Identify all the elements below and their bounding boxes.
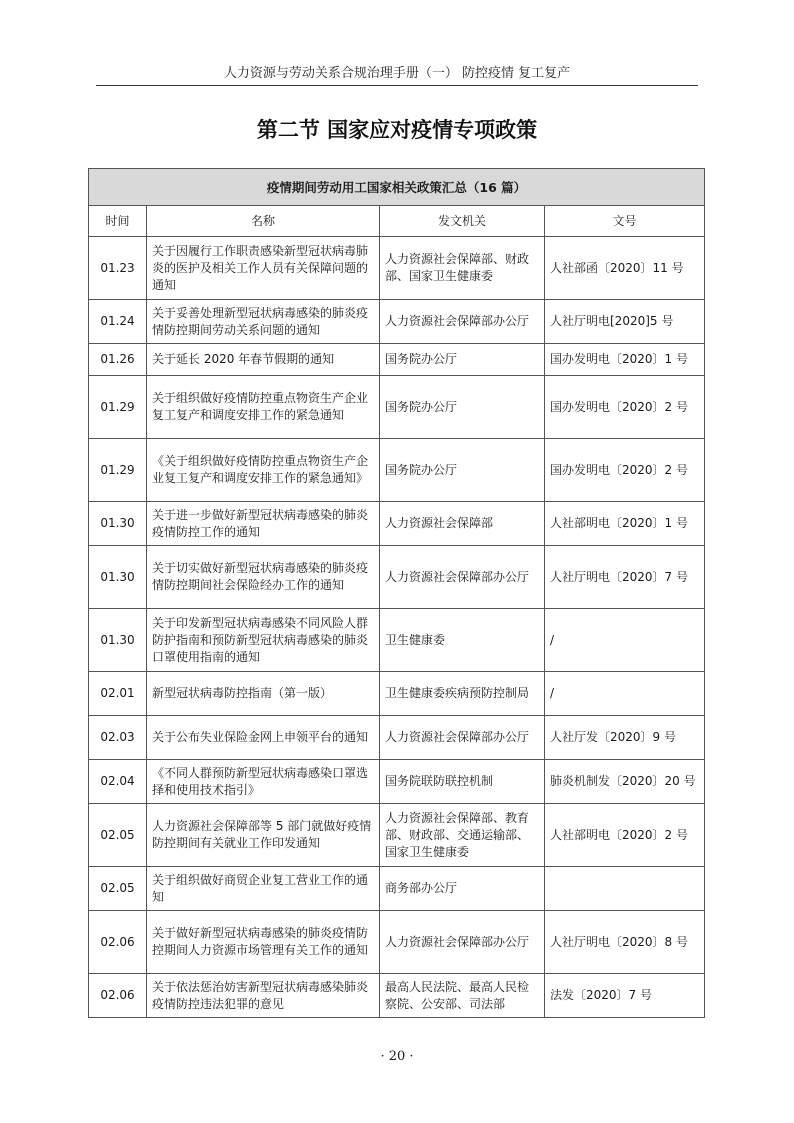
table-row — [89, 760, 705, 804]
cell-doc-number: 人社部明电〔2020〕1 号 — [545, 502, 705, 546]
table-row — [89, 300, 705, 344]
cell-name: 关于印发新型冠状病毒感染不同风险人群防护指南和预防新型冠状病毒感染的肺炎口罩使用指南的通知 — [147, 609, 380, 672]
cell-doc-number: 国办发明电〔2020〕2 号 — [545, 376, 705, 439]
cell-issuer: 人力资源社会保障部 — [380, 502, 545, 546]
table-row — [89, 344, 705, 376]
cell-name: 新型冠状病毒防控指南（第一版） — [147, 672, 380, 716]
table-row — [89, 376, 705, 439]
cell-date: 01.24 — [89, 300, 147, 344]
table-caption: 疫情期间劳动用工国家相关政策汇总（16 篇） — [89, 169, 705, 206]
cell-date: 01.30 — [89, 546, 147, 609]
table-row — [89, 867, 705, 911]
cell-doc-number: 人社厅发〔2020〕9 号 — [545, 716, 705, 760]
cell-date: 02.03 — [89, 716, 147, 760]
cell-date: 01.29 — [89, 376, 147, 439]
column-header-date: 时间 — [89, 206, 147, 237]
cell-doc-number: 国办发明电〔2020〕2 号 — [545, 439, 705, 502]
cell-name: 关于组织做好商贸企业复工营业工作的通知 — [147, 867, 380, 911]
cell-doc-number: 人社厅明电〔2020〕8 号 — [545, 911, 705, 974]
cell-date: 02.05 — [89, 867, 147, 911]
cell-date: 01.30 — [89, 609, 147, 672]
column-header-name: 名称 — [147, 206, 380, 237]
cell-issuer: 国务院办公厅 — [380, 344, 545, 376]
cell-name: 关于因履行工作职责感染新型冠状病毒肺炎的医护及相关工作人员有关保障问题的通知 — [147, 237, 380, 300]
cell-name: 人力资源社会保障部等 5 部门就做好疫情防控期间有关就业工作印发通知 — [147, 804, 380, 867]
cell-name: 《关于组织做好疫情防控重点物资生产企业复工复产和调度安排工作的紧急通知》 — [147, 439, 380, 502]
table-row — [89, 439, 705, 502]
table-row — [89, 502, 705, 546]
table-row — [89, 609, 705, 672]
running-header: 人力资源与劳动关系合规治理手册（一） 防控疫情 复工复产 — [223, 66, 571, 81]
policy-table — [88, 168, 705, 1018]
cell-date: 01.26 — [89, 344, 147, 376]
cell-name: 关于进一步做好新型冠状病毒感染的肺炎疫情防控工作的通知 — [147, 502, 380, 546]
cell-doc-number: 肺炎机制发〔2020〕20 号 — [545, 760, 705, 804]
table-row — [89, 672, 705, 716]
cell-date: 02.06 — [89, 974, 147, 1018]
cell-name: 《不同人群预防新型冠状病毒感染口罩选择和使用技术指引》 — [147, 760, 380, 804]
cell-issuer: 国务院联防联控机制 — [380, 760, 545, 804]
cell-issuer: 卫生健康委疾病预防控制局 — [380, 672, 545, 716]
cell-doc-number: 法发〔2020〕7 号 — [545, 974, 705, 1018]
page-number: · 20 · — [380, 1049, 414, 1064]
table-row — [89, 911, 705, 974]
cell-date: 01.23 — [89, 237, 147, 300]
cell-date: 02.06 — [89, 911, 147, 974]
cell-issuer: 最高人民法院、最高人民检察院、公安部、司法部 — [380, 974, 545, 1018]
cell-name: 关于组织做好疫情防控重点物资生产企业复工复产和调度安排工作的紧急通知 — [147, 376, 380, 439]
cell-issuer: 人力资源社会保障部办公厅 — [380, 546, 545, 609]
cell-name: 关于依法惩治妨害新型冠状病毒感染肺炎疫情防控违法犯罪的意见 — [147, 974, 380, 1018]
table-row — [89, 974, 705, 1018]
table-body — [89, 237, 705, 1018]
cell-issuer: 人力资源社会保障部、财政部、国家卫生健康委 — [380, 237, 545, 300]
cell-issuer: 人力资源社会保障部、教育部、财政部、交通运输部、国家卫生健康委 — [380, 804, 545, 867]
table-row — [89, 546, 705, 609]
cell-doc-number — [545, 867, 705, 911]
cell-name: 关于公布失业保险金网上申领平台的通知 — [147, 716, 380, 760]
cell-name: 关于延长 2020 年春节假期的通知 — [147, 344, 380, 376]
cell-issuer: 国务院办公厅 — [380, 439, 545, 502]
section-title: 第二节 国家应对疫情专项政策 — [256, 117, 538, 142]
cell-issuer: 人力资源社会保障部办公厅 — [380, 716, 545, 760]
cell-issuer: 人力资源社会保障部办公厅 — [380, 300, 545, 344]
cell-date: 02.01 — [89, 672, 147, 716]
cell-name: 关于切实做好新型冠状病毒感染的肺炎疫情防控期间社会保险经办工作的通知 — [147, 546, 380, 609]
table-row — [89, 716, 705, 760]
table-row — [89, 237, 705, 300]
cell-doc-number: 人社厅明电〔2020〕7 号 — [545, 546, 705, 609]
cell-doc-number: 人社部明电〔2020〕2 号 — [545, 804, 705, 867]
column-header-doc-number: 文号 — [545, 206, 705, 237]
cell-issuer: 国务院办公厅 — [380, 376, 545, 439]
cell-issuer: 人力资源社会保障部办公厅 — [380, 911, 545, 974]
cell-doc-number: / — [545, 609, 705, 672]
cell-doc-number: 国办发明电〔2020〕1 号 — [545, 344, 705, 376]
cell-issuer: 卫生健康委 — [380, 609, 545, 672]
table-header-row — [89, 206, 705, 237]
table-caption-row — [89, 169, 705, 206]
cell-doc-number: 人社部函〔2020〕11 号 — [545, 237, 705, 300]
cell-name: 关于妥善处理新型冠状病毒感染的肺炎疫情防控期间劳动关系问题的通知 — [147, 300, 380, 344]
column-header-issuer: 发文机关 — [380, 206, 545, 237]
cell-date: 01.29 — [89, 439, 147, 502]
cell-issuer: 商务部办公厅 — [380, 867, 545, 911]
table-row — [89, 804, 705, 867]
header-divider — [96, 85, 698, 86]
cell-doc-number: 人社厅明电[2020]5 号 — [545, 300, 705, 344]
cell-date: 02.05 — [89, 804, 147, 867]
cell-name: 关于做好新型冠状病毒感染的肺炎疫情防控期间人力资源市场管理有关工作的通知 — [147, 911, 380, 974]
cell-date: 01.30 — [89, 502, 147, 546]
cell-doc-number: / — [545, 672, 705, 716]
cell-date: 02.04 — [89, 760, 147, 804]
